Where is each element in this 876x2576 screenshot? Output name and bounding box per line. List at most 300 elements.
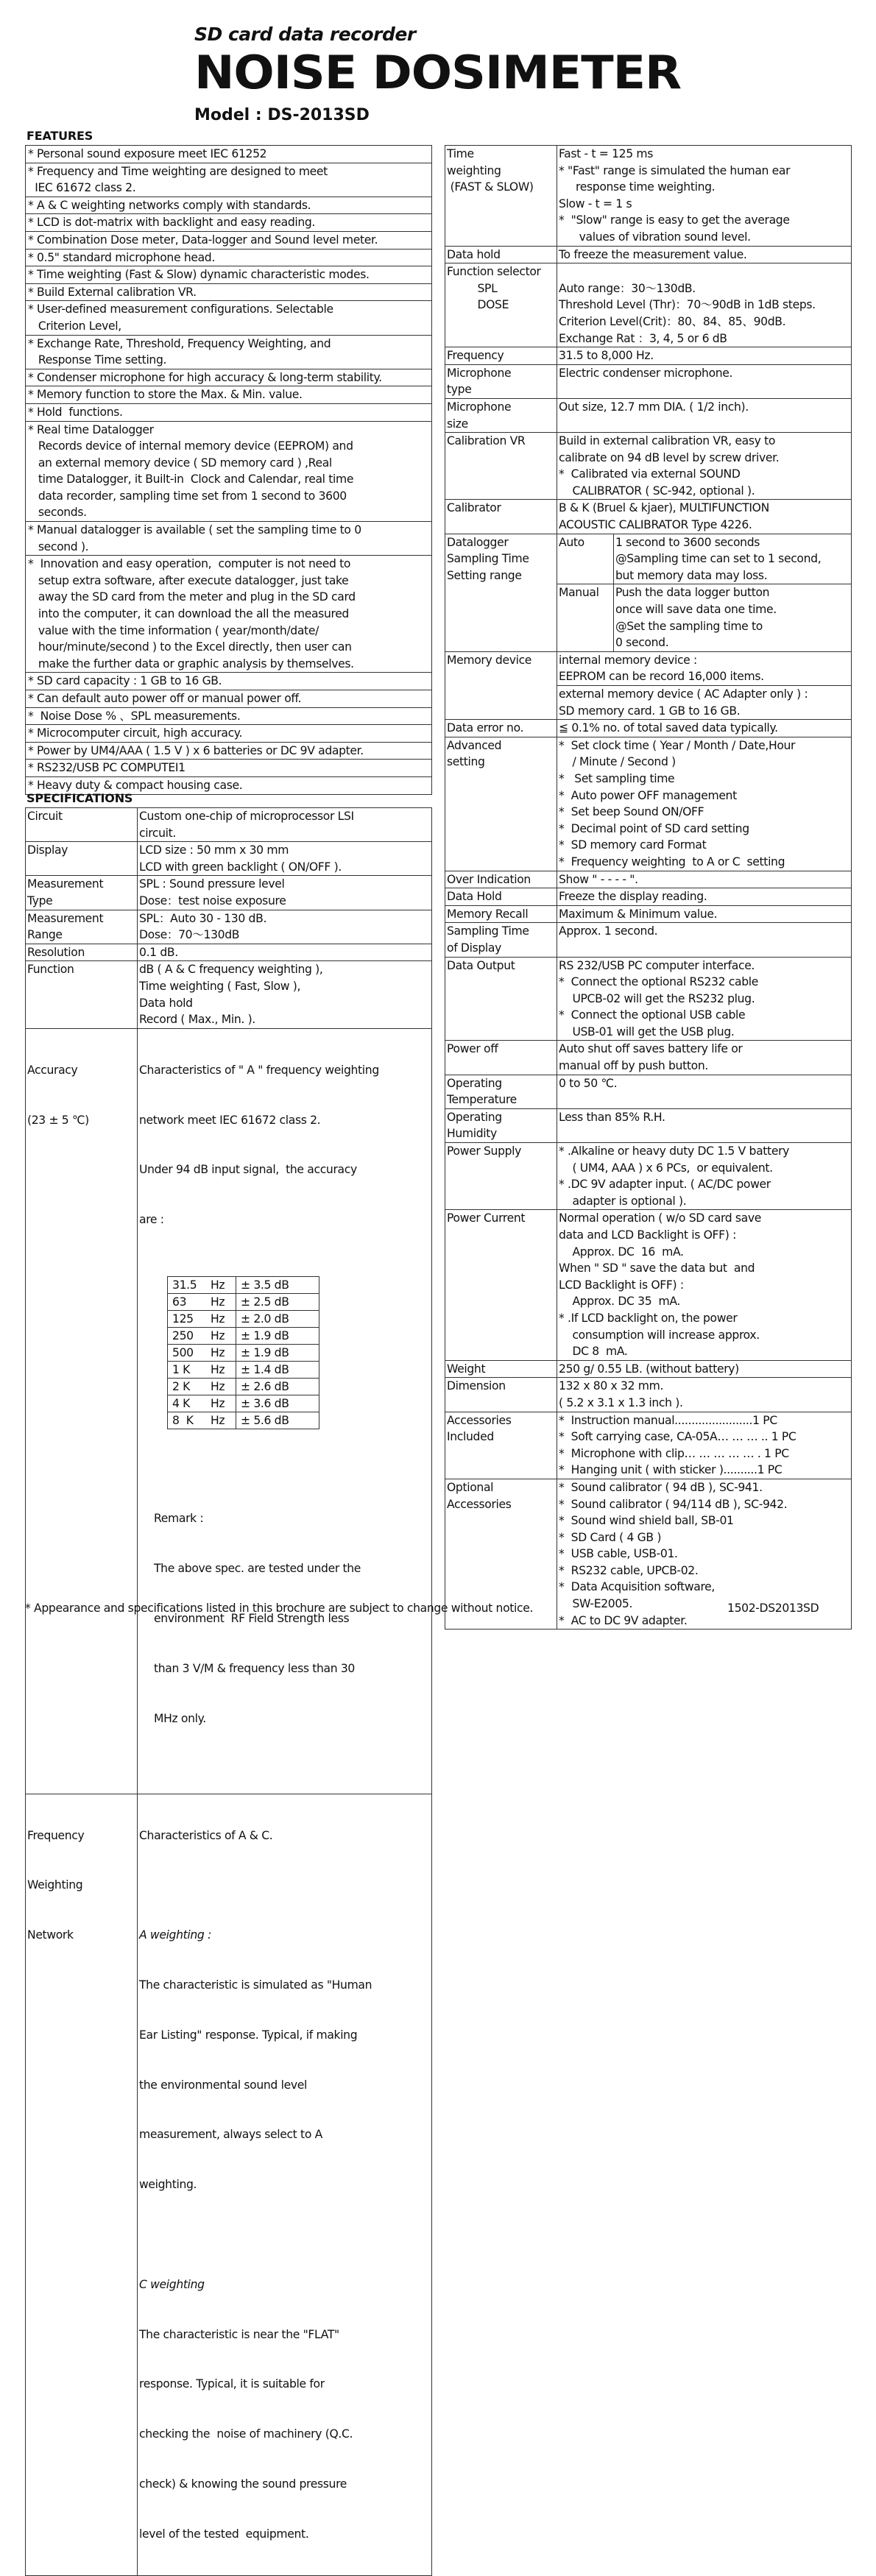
text-line: * Personal sound exposure meet IEC 61252 xyxy=(28,146,266,163)
text-line: * Memory function to store the Max. & Min. value. xyxy=(28,386,303,403)
spec-value xyxy=(557,1041,851,1074)
memory-device-values xyxy=(557,652,851,719)
spec-value xyxy=(557,1210,851,1359)
spec-row-over-indication xyxy=(445,871,851,889)
spec-value xyxy=(557,720,851,737)
text-line: * "Slow" range is easy to get the average xyxy=(559,212,851,229)
spec-label xyxy=(445,347,557,364)
text-line: Datalogger xyxy=(447,534,557,551)
frequency-unit: Hz xyxy=(211,1397,225,1410)
feature-item xyxy=(26,673,431,690)
spec-label xyxy=(26,808,138,841)
c-weighting-title: C weighting xyxy=(139,2276,431,2293)
spec-label xyxy=(445,534,557,651)
spec-row-data-hold xyxy=(445,247,851,264)
value-line: are : xyxy=(139,1211,431,1228)
text-line: values of vibration sound level. xyxy=(559,229,851,246)
text-line: second ). xyxy=(28,539,361,556)
feature-item xyxy=(26,197,431,215)
text-line: dB ( A & C frequency weighting ), xyxy=(139,961,431,978)
frequency-unit: Hz xyxy=(211,1380,225,1393)
text-line: * Time weighting (Fast & Slow) dynamic characteristic modes. xyxy=(28,266,370,283)
spec-label xyxy=(445,433,557,499)
text-line: Push the data logger button xyxy=(615,584,851,601)
text-line: Data Hold xyxy=(447,888,557,905)
feature-item xyxy=(26,214,431,232)
text-line: * Condenser microphone for high accuracy & long-term stability. xyxy=(28,369,382,386)
frequency-cell xyxy=(168,1362,236,1379)
feature-item xyxy=(26,725,431,743)
feature-item xyxy=(26,690,431,708)
value-line: network meet IEC 61672 class 2. xyxy=(139,1112,431,1129)
spec-label xyxy=(445,263,557,347)
text-line: @Set the sampling time to xyxy=(615,618,851,635)
spec-value xyxy=(138,842,431,875)
accuracy-table-row xyxy=(168,1345,319,1362)
text-line: Dimension xyxy=(447,1378,557,1395)
text-line: Range xyxy=(27,927,137,944)
text-line: internal memory device : xyxy=(559,652,851,669)
document-subtitle: SD card data recorder xyxy=(194,24,416,45)
model-number: Model : DS-2013SD xyxy=(194,106,370,124)
text-line: into the computer, it can download the all the measured xyxy=(28,606,356,623)
text-line: * Sound calibrator ( 94/114 dB ), SC-942. xyxy=(559,1496,851,1513)
text-line: / Minute / Second ) xyxy=(559,754,851,771)
frequency-unit: Hz xyxy=(211,1295,225,1309)
spec-label xyxy=(445,958,557,1041)
text-line: When " SD " save the data but and xyxy=(559,1260,851,1277)
spec-label xyxy=(26,944,138,961)
value-line: The characteristic is near the "FLAT" xyxy=(139,2326,431,2343)
text-line: Memory device xyxy=(447,652,557,669)
frequency-unit: Hz xyxy=(211,1414,225,1427)
feature-text xyxy=(26,708,240,725)
text-line: * Microcomputer circuit, high accuracy. xyxy=(28,725,242,742)
text-line: Display xyxy=(27,842,137,859)
frequency-value: 63 xyxy=(172,1294,211,1310)
feature-text xyxy=(26,743,364,760)
feature-item xyxy=(26,232,431,250)
text-line: * "Fast" range is simulated the human ear xyxy=(559,163,851,180)
text-line: Circuit xyxy=(27,808,137,825)
text-line: * A & C weighting networks comply with standards. xyxy=(28,197,311,214)
accuracy-table-row xyxy=(168,1294,319,1311)
text-line: * Auto power OFF management xyxy=(559,788,851,804)
text-line: * LCD is dot-matrix with backlight and easy reading. xyxy=(28,214,315,231)
text-line: Function selector xyxy=(447,263,557,280)
text-line: * SD Card ( 4 GB ) xyxy=(559,1529,851,1546)
frequency-cell xyxy=(168,1328,236,1345)
spec-row-op-humidity xyxy=(445,1109,851,1143)
text-line: once will save data one time. xyxy=(615,601,851,618)
specifications-table-right xyxy=(445,145,852,1630)
text-line: 132 x 80 x 32 mm. xyxy=(559,1378,851,1395)
spec-value xyxy=(557,923,851,956)
spec-value-frequency-weighting xyxy=(138,1794,431,2576)
accuracy-remark xyxy=(139,1477,431,1760)
text-line: Record ( Max., Min. ). xyxy=(139,1011,431,1028)
text-line: * 0.5" standard microphone head. xyxy=(28,250,215,266)
text-line: * .DC 9V adapter input. ( AC/DC power xyxy=(559,1176,851,1193)
spec-row xyxy=(26,808,431,842)
spec-row-accessories xyxy=(445,1412,851,1479)
datalogger-auto xyxy=(557,534,851,585)
text-line: Data hold xyxy=(139,995,431,1012)
spec-label xyxy=(445,1143,557,1209)
spec-value xyxy=(557,1143,851,1209)
spec-label xyxy=(26,876,138,909)
document-title: NOISE DOSIMETER xyxy=(194,50,681,96)
text-line: Approx. 1 second. xyxy=(559,923,851,940)
spacer xyxy=(139,1877,431,1894)
text-line: 0.1 dB. xyxy=(139,944,431,961)
text-line: size xyxy=(447,416,557,433)
frequency-cell xyxy=(168,1294,236,1311)
text-line: ≦ 0.1% no. of total saved data typically. xyxy=(559,720,851,737)
spec-value xyxy=(557,247,851,263)
spec-label xyxy=(445,871,557,888)
text-line: * Soft carrying case, CA-05A… … … .. 1 PC xyxy=(559,1429,851,1446)
text-line: Microphone xyxy=(447,399,557,416)
text-line: * Connect the optional USB cable xyxy=(559,1007,851,1024)
spec-value xyxy=(557,958,851,1041)
text-line: Included xyxy=(447,1429,557,1446)
spec-label xyxy=(445,906,557,923)
text-line: make the further data or graphic analysis by themselves. xyxy=(28,656,356,673)
label-line: Network xyxy=(27,1927,137,1944)
text-line: B & K (Bruel & kjaer), MULTIFUNCTION xyxy=(559,500,851,517)
spec-row-datalogger xyxy=(445,534,851,652)
tolerance-cell: ± 1.4 dB xyxy=(236,1362,319,1379)
feature-text xyxy=(26,284,197,301)
text-line: * Noise Dose % 、SPL measurements. xyxy=(28,708,240,725)
text-line: response time weighting. xyxy=(559,179,851,196)
text-line: Power Current xyxy=(447,1210,557,1227)
disclaimer-notice: * Appearance and specifications listed in this brochure are subject to change without notice. xyxy=(25,1602,533,1615)
spec-row-memory-device xyxy=(445,652,851,720)
text-line: LCD Backlight is OFF) : xyxy=(559,1277,851,1294)
spec-value xyxy=(557,1109,851,1142)
spec-row-function-selector xyxy=(445,263,851,347)
text-line: Power Supply xyxy=(447,1143,557,1160)
text-line: Less than 85% R.H. xyxy=(559,1109,851,1126)
value-line: Ear Listing" response. Typical, if making xyxy=(139,2027,431,2044)
text-line: Auto range：30～130dB. xyxy=(559,280,851,297)
spec-value xyxy=(557,500,851,533)
text-line: Exchange Rat ：3, 4, 5 or 6 dB xyxy=(559,330,851,347)
feature-text xyxy=(26,214,315,231)
text-line: Normal operation ( w/o SD card save xyxy=(559,1210,851,1227)
accuracy-table-row xyxy=(168,1362,319,1379)
text-line: ACOUSTIC CALIBRATOR Type 4226. xyxy=(559,517,851,534)
text-line: * Can default auto power off or manual power off. xyxy=(28,690,301,707)
value-line: check) & knowing the sound pressure xyxy=(139,2476,431,2493)
feature-text xyxy=(26,336,331,369)
text-line: 250 g/ 0.55 LB. (without battery) xyxy=(559,1361,851,1378)
spec-row-weight xyxy=(445,1361,851,1379)
text-line: Over Indication xyxy=(447,871,557,888)
text-line: * SD memory card Format xyxy=(559,837,851,854)
frequency-unit: Hz xyxy=(211,1329,225,1342)
text-line: Power off xyxy=(447,1041,557,1058)
text-line: calibrate on 94 dB level by screw driver. xyxy=(559,450,851,467)
spec-label xyxy=(445,720,557,737)
feature-item xyxy=(26,556,431,673)
spec-label xyxy=(445,500,557,533)
feature-item xyxy=(26,266,431,284)
frequency-value: 4 K xyxy=(172,1395,211,1412)
text-line: * Set sampling time xyxy=(559,771,851,788)
spec-row-data-error xyxy=(445,720,851,737)
text-line: (FAST & SLOW) xyxy=(447,179,557,196)
text-line: * Power by UM4/AAA ( 1.5 V ) x 6 batteries or DC 9V adapter. xyxy=(28,743,364,760)
feature-text xyxy=(26,369,382,386)
frequency-unit: Hz xyxy=(211,1346,225,1359)
spec-value xyxy=(557,737,851,871)
frequency-unit: Hz xyxy=(211,1278,225,1292)
text-line: Fast - t = 125 ms xyxy=(559,146,851,163)
spec-value xyxy=(557,263,851,347)
feature-text xyxy=(26,146,266,163)
remark-line: environment RF Field Strength less xyxy=(154,1610,431,1627)
text-line: consumption will increase approx. xyxy=(559,1327,851,1344)
text-line: Auto shut off saves battery life or xyxy=(559,1041,851,1058)
text-line: Criterion Level, xyxy=(28,318,333,335)
spec-row-memory-recall xyxy=(445,906,851,924)
text-line: SW-E2005. xyxy=(559,1596,851,1613)
text-line: * RS232/USB PC COMPUTEI1 xyxy=(28,760,186,776)
text-line: Resolution xyxy=(27,944,137,961)
accuracy-table-row xyxy=(168,1412,319,1429)
text-line: Records device of internal memory device (EEPROM) and xyxy=(28,438,353,455)
text-line: Slow - t = 1 s xyxy=(559,196,851,213)
feature-item xyxy=(26,336,431,369)
spec-row-op-temp xyxy=(445,1075,851,1109)
text-line: Temperature xyxy=(447,1091,557,1108)
spec-row-accuracy xyxy=(26,1029,431,1794)
text-line: * Frequency weighting to A or C setting xyxy=(559,854,851,871)
spec-label xyxy=(445,1210,557,1359)
spec-label xyxy=(26,842,138,875)
text-line: * Heavy duty & compact housing case. xyxy=(28,777,242,794)
text-line: Response Time setting. xyxy=(28,352,331,369)
text-line: UPCB-02 will get the RS232 plug. xyxy=(559,991,851,1008)
external-memory xyxy=(557,686,851,719)
text-line: setting xyxy=(447,754,557,771)
feature-item xyxy=(26,522,431,556)
feature-item xyxy=(26,708,431,726)
text-line: * Exchange Rate, Threshold, Frequency Weighting, and xyxy=(28,336,331,353)
text-line: * RS232 cable, UPCB-02. xyxy=(559,1563,851,1579)
text-line: * Combination Dose meter, Data-logger and Sound level meter. xyxy=(28,232,378,249)
spec-label xyxy=(445,737,557,871)
tolerance-cell: ± 1.9 dB xyxy=(236,1328,319,1345)
spec-row-mic-size xyxy=(445,399,851,433)
text-line: Accessories xyxy=(447,1496,557,1513)
feature-text xyxy=(26,522,361,555)
text-line: * Hanging unit ( with sticker )..........1 PC xyxy=(559,1462,851,1479)
text-line: * Real time Datalogger xyxy=(28,422,353,439)
tolerance-cell: ± 3.5 dB xyxy=(236,1277,319,1294)
value-line: The characteristic is simulated as "Human xyxy=(139,1977,431,1994)
feature-text xyxy=(26,250,215,266)
datalogger-manual xyxy=(557,584,851,651)
text-line: Out size, 12.7 mm DIA. ( 1/2 inch). xyxy=(559,399,851,416)
spec-value xyxy=(138,910,431,944)
value-line: Characteristics of A & C. xyxy=(139,1827,431,1844)
text-line: weighting xyxy=(447,163,557,180)
spec-label xyxy=(445,1412,557,1479)
text-line: external memory device ( AC Adapter only ) : xyxy=(559,686,851,703)
text-line: Memory Recall xyxy=(447,906,557,923)
spec-row-data-hold2 xyxy=(445,888,851,906)
text-line: * Manual datalogger is available ( set the sampling time to 0 xyxy=(28,522,361,539)
text-line: SPL : Sound pressure level xyxy=(139,876,431,893)
text-line: * Hold functions. xyxy=(28,404,123,421)
text-line: * Set clock time ( Year / Month / Date,Hour xyxy=(559,737,851,754)
feature-text xyxy=(26,404,123,421)
spec-row-mic-type xyxy=(445,365,851,399)
spec-value xyxy=(557,1075,851,1108)
text-line: 31.5 to 8,000 Hz. xyxy=(559,347,851,364)
text-line: Advanced xyxy=(447,737,557,754)
label-line: Weighting xyxy=(27,1877,137,1894)
text-line: Calibrator xyxy=(447,500,557,517)
text-line: 0 to 50 ℃. xyxy=(559,1075,851,1092)
frequency-value: 1 K xyxy=(172,1362,211,1378)
text-line: * .Alkaline or heavy duty DC 1.5 V battery xyxy=(559,1143,851,1160)
remark-line: Remark : xyxy=(154,1510,431,1527)
text-line: EEPROM can be record 16,000 items. xyxy=(559,668,851,685)
text-line: * Build External calibration VR. xyxy=(28,284,197,301)
value-line: checking the noise of machinery (Q.C. xyxy=(139,2426,431,2443)
text-line: 1 second to 3600 seconds xyxy=(615,534,851,551)
feature-text xyxy=(26,725,242,742)
spec-value xyxy=(557,871,851,888)
spec-row-power-supply xyxy=(445,1143,851,1210)
spec-value-accuracy xyxy=(138,1029,431,1794)
mode-label xyxy=(557,584,614,651)
frequency-cell xyxy=(168,1412,236,1429)
feature-item xyxy=(26,301,431,335)
label-line: (23 ± 5 ℃) xyxy=(27,1112,137,1129)
specifications-table-left xyxy=(25,807,432,2576)
text-line: * Data Acquisition software, xyxy=(559,1579,851,1596)
spec-label-accuracy xyxy=(26,1029,138,1794)
text-line: SPL xyxy=(447,280,557,297)
spec-label-frequency-weighting xyxy=(26,1794,138,2576)
text-line: Data error no. xyxy=(447,720,557,737)
text-line: Dose：test noise exposure xyxy=(139,893,431,910)
text-line: Criterion Level(Crit)：80、84、85、90dB. xyxy=(559,314,851,330)
spec-value xyxy=(557,1412,851,1479)
spacer xyxy=(139,2226,431,2243)
spec-row xyxy=(26,876,431,910)
frequency-unit: Hz xyxy=(211,1312,225,1326)
value-line: response. Typical, it is suitable for xyxy=(139,2376,431,2393)
text-line: * Connect the optional RS232 cable xyxy=(559,974,851,991)
text-line: Operating xyxy=(447,1075,557,1092)
feature-text xyxy=(26,422,353,522)
spec-label xyxy=(445,1378,557,1411)
remark-line: The above spec. are tested under the xyxy=(154,1560,431,1577)
value-line: Under 94 dB input signal, the accuracy xyxy=(139,1161,431,1178)
spec-value xyxy=(557,888,851,905)
spec-value xyxy=(557,906,851,923)
feature-item xyxy=(26,163,431,197)
text-line: LCD size : 50 mm x 30 mm xyxy=(139,842,431,859)
text-line: * Set beep Sound ON/OFF xyxy=(559,804,851,821)
spec-label xyxy=(445,652,557,719)
frequency-value: 8 K xyxy=(172,1412,211,1429)
text-line: USB-01 will get the USB plug. xyxy=(559,1024,851,1041)
text-line: hour/minute/second ) to the Excel directly, then user can xyxy=(28,639,356,656)
text-line: 0 second. xyxy=(615,634,851,651)
text-line: IEC 61672 class 2. xyxy=(28,180,328,197)
feature-item xyxy=(26,386,431,404)
text-line: Threshold Level (Thr)：70～90dB in 1dB steps. xyxy=(559,297,851,314)
feature-text xyxy=(26,197,311,214)
text-line: manual off by push button. xyxy=(559,1058,851,1075)
text-line: Data hold xyxy=(447,247,557,263)
text-line: ( 5.2 x 3.1 x 1.3 inch ). xyxy=(559,1395,851,1412)
text-line: * Calibrated via external SOUND xyxy=(559,466,851,483)
text-line: Setting range xyxy=(447,567,557,584)
text-line: Calibration VR xyxy=(447,433,557,450)
text-line: Function xyxy=(27,961,137,978)
value-line: weighting. xyxy=(139,2176,431,2193)
frequency-cell xyxy=(168,1311,236,1328)
feature-text xyxy=(26,690,301,707)
spec-row xyxy=(26,910,431,944)
text-line: setup extra software, after execute datalogger, just take xyxy=(28,573,356,590)
text-line: * Innovation and easy operation, computer is not need to xyxy=(28,556,356,573)
spec-row xyxy=(26,842,431,876)
text-line: Data Output xyxy=(447,958,557,974)
spec-value xyxy=(557,365,851,398)
spec-label xyxy=(445,365,557,398)
text-line: Approx. DC 35 mA. xyxy=(559,1293,851,1310)
text-line: SD memory card. 1 GB to 16 GB. xyxy=(559,703,851,720)
text-line: DOSE xyxy=(447,297,557,314)
text-line: Measurement xyxy=(27,876,137,893)
text-line: adapter is optional ). xyxy=(559,1193,851,1210)
text-line: Operating xyxy=(447,1109,557,1126)
feature-text xyxy=(26,232,378,249)
text-line: SPL：Auto 30 - 130 dB. xyxy=(139,910,431,927)
text-line xyxy=(559,263,851,280)
feature-item xyxy=(26,250,431,267)
spec-label xyxy=(445,399,557,432)
text-line: type xyxy=(447,381,557,398)
spec-row-dimension xyxy=(445,1378,851,1412)
accuracy-table-row xyxy=(168,1277,319,1294)
text-line: Dose：70～130dB xyxy=(139,927,431,944)
text-line: Frequency xyxy=(447,347,557,364)
frequency-value: 2 K xyxy=(172,1379,211,1395)
text-line: Time weighting ( Fast, Slow ), xyxy=(139,978,431,995)
feature-text xyxy=(26,673,222,690)
spec-label xyxy=(445,1361,557,1378)
text-line: circuit. xyxy=(139,825,431,842)
text-line: Sampling Time xyxy=(447,923,557,940)
text-line: * .If LCD backlight on, the power xyxy=(559,1310,851,1327)
spec-label xyxy=(26,961,138,1027)
frequency-unit: Hz xyxy=(211,1363,225,1376)
spec-row-calibration-vr xyxy=(445,433,851,500)
text-line: seconds. xyxy=(28,504,353,521)
value-line: level of the tested equipment. xyxy=(139,2526,431,2543)
